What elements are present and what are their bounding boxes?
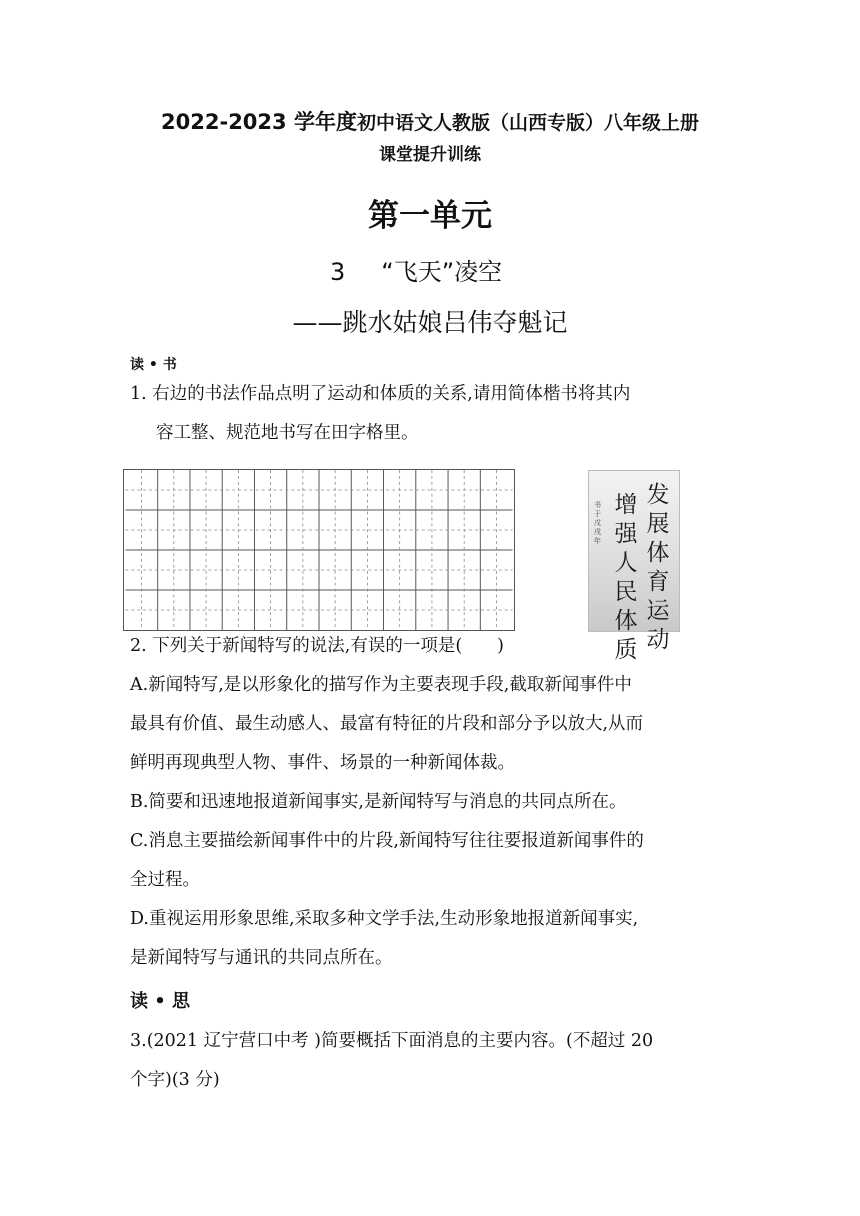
lesson-heading: [330, 252, 502, 287]
q1-line1: 1. 右边的书法作品点明了运动和体质的关系,请用简体楷书将其内: [130, 384, 631, 404]
tianzige-grid[interactable]: [123, 469, 515, 631]
lesson-subtitle: ——跳水姑娘吕伟夺魁记: [292, 308, 568, 337]
q2-option-a-line2: 最具有价值、最生动感人、最富有特征的片段和部分予以放大,从而: [130, 714, 644, 734]
q3-line2: 个字)(3 分): [130, 1070, 220, 1090]
q2-stem: 2. 下列关于新闻特写的说法,有误的一项是( ): [130, 636, 504, 656]
q2-option-c-line1: C.消息主要描绘新闻事件中的片段,新闻特写往往要报道新闻事件的: [130, 831, 644, 851]
calligraphy-image: [588, 470, 680, 663]
calligraphy-column-2: 增 强 人 民 体 质: [614, 492, 638, 663]
section-read-think: 读 • 思: [130, 991, 191, 1012]
lesson-number: 3: [330, 258, 346, 286]
q2-option-d-line2: 是新闻特写与通讯的共同点所在。: [130, 948, 393, 968]
q2-option-a-line1: A.新闻特写,是以形象化的描写作为主要表现手段,截取新闻事件中: [130, 675, 632, 695]
document-subtitle: 课堂提升训练: [379, 145, 481, 165]
calligraphy-column-1: 发 展 体 育 运 动: [646, 482, 670, 653]
unit-heading: 第一单元: [368, 198, 492, 234]
q1-line2: 容工整、规范地书写在田字格里。: [156, 423, 419, 443]
q2-option-c-line2: 全过程。: [130, 870, 200, 890]
q2-option-d-line1: D.重视运用形象思维,采取多种文学手法,生动形象地报道新闻事实,: [130, 909, 639, 929]
calligraphy-inscription: 书 于 戊 戌 年: [594, 501, 601, 545]
lesson-title: “飞天”凌空: [381, 258, 503, 286]
q2-option-a-line3: 鲜明再现典型人物、事件、场景的一种新闻体裁。: [130, 753, 515, 773]
section-read-book: 读 • 书: [130, 357, 177, 373]
document-title: 2022-2023 学年度初中语文人教版（山西专版）八年级上册: [161, 110, 699, 134]
q2-option-b: B.简要和迅速地报道新闻事实,是新闻特写与消息的共同点所在。: [130, 792, 627, 812]
q3-line1: 3.(2021 辽宁营口中考 )简要概括下面消息的主要内容。(不超过 20: [130, 1031, 654, 1051]
